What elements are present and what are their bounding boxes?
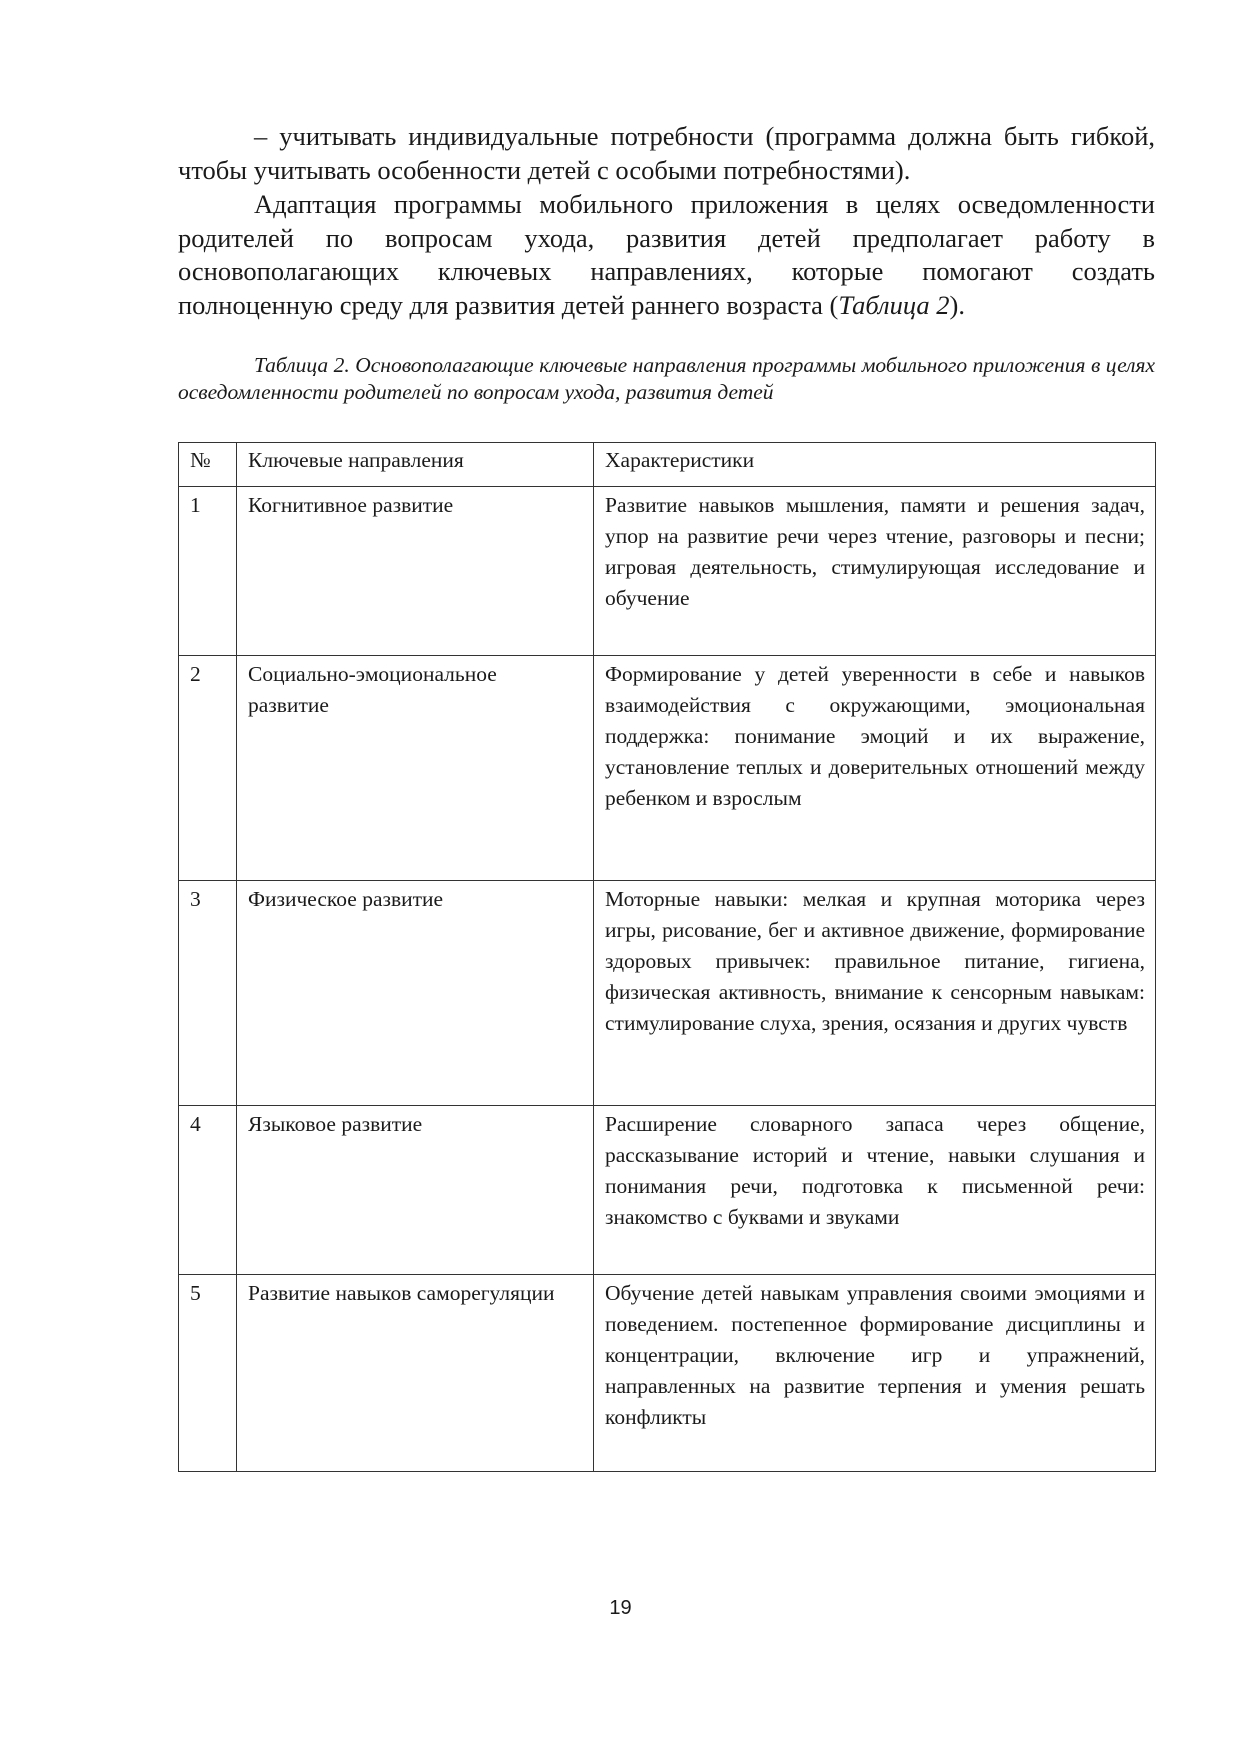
table-reference: Таблица 2: [838, 289, 950, 320]
table-caption: Таблица 2. Основополагающие ключевые направления программы мобильного приложения в целях осведомленности родителей по вопросам ухода, развития детей: [178, 353, 1155, 404]
row-direction: Физическое развитие: [237, 881, 594, 1106]
paragraph-adaptation-end: ).: [949, 289, 965, 320]
row-num: 1: [179, 487, 237, 656]
row-direction: Когнитивное развитие: [237, 487, 594, 656]
header-num: №: [179, 443, 237, 487]
header-direction: Ключевые направления: [237, 443, 594, 487]
paragraph-needs: [178, 120, 1155, 187]
row-direction: Развитие навыков саморегуляции: [237, 1275, 594, 1472]
page-number: 19: [609, 1597, 632, 1619]
paragraph-adaptation: [178, 188, 1155, 322]
row-num: 5: [179, 1275, 237, 1472]
row-num: 2: [179, 656, 237, 881]
table-row: [179, 881, 1156, 1106]
row-characteristics: Расширение словарного запаса через общение, рассказывание историй и чтение, навыки слушания и понимания речи, подготовка к письменной речи: знакомство с буквами и звуками: [594, 1106, 1156, 1275]
header-characteristics: Характеристики: [594, 443, 1156, 487]
table-row: [179, 1275, 1156, 1472]
row-characteristics: Формирование у детей уверенности в себе и навыков взаимодействия с окружающими, эмоциональная поддержка: понимание эмоций и их выражение, установление теплых и доверительных отношений между ребенком и взрослым: [594, 656, 1156, 881]
row-characteristics: Обучение детей навыкам управления своими эмоциями и поведением. постепенное формирование дисциплины и концентрации, включение игр и упражнений, направленных на развитие терпения и умения решать конфликты: [594, 1275, 1156, 1472]
row-characteristics: Развитие навыков мышления, памяти и решения задач, упор на развитие речи через чтение, разговоры и песни; игровая деятельность, стимулирующая исследование и обучение: [594, 487, 1156, 656]
table-row: [179, 487, 1156, 656]
paragraph-needs-text: – учитывать индивидуальные потребности (программа должна быть гибкой, чтобы учитывать особенности детей с особыми потребностями).: [178, 121, 1155, 185]
row-direction: Языковое развитие: [237, 1106, 594, 1275]
directions-table: [178, 442, 1156, 1472]
row-direction: Социально-эмоциональное развитие: [237, 656, 594, 881]
table-row: [179, 656, 1156, 881]
row-num: 4: [179, 1106, 237, 1275]
table-header-row: [179, 443, 1156, 487]
table-row: [179, 1106, 1156, 1275]
row-num: 3: [179, 881, 237, 1106]
paragraph-adaptation-text: Адаптация программы мобильного приложения в целях осведомленности родителей по вопросам ухода, развития детей предполагает работу в основополагающих ключевых направлениях, которые помогают создать полноценную среду для развития детей раннего возраста (: [178, 189, 1155, 320]
row-characteristics: Моторные навыки: мелкая и крупная моторика через игры, рисование, бег и активное движение, формирование здоровых привычек: правильное питание, гигиена, физическая активность, внимание к сенсорным навыкам: стимулирование слуха, зрения, осязания и других чувств: [594, 881, 1156, 1106]
